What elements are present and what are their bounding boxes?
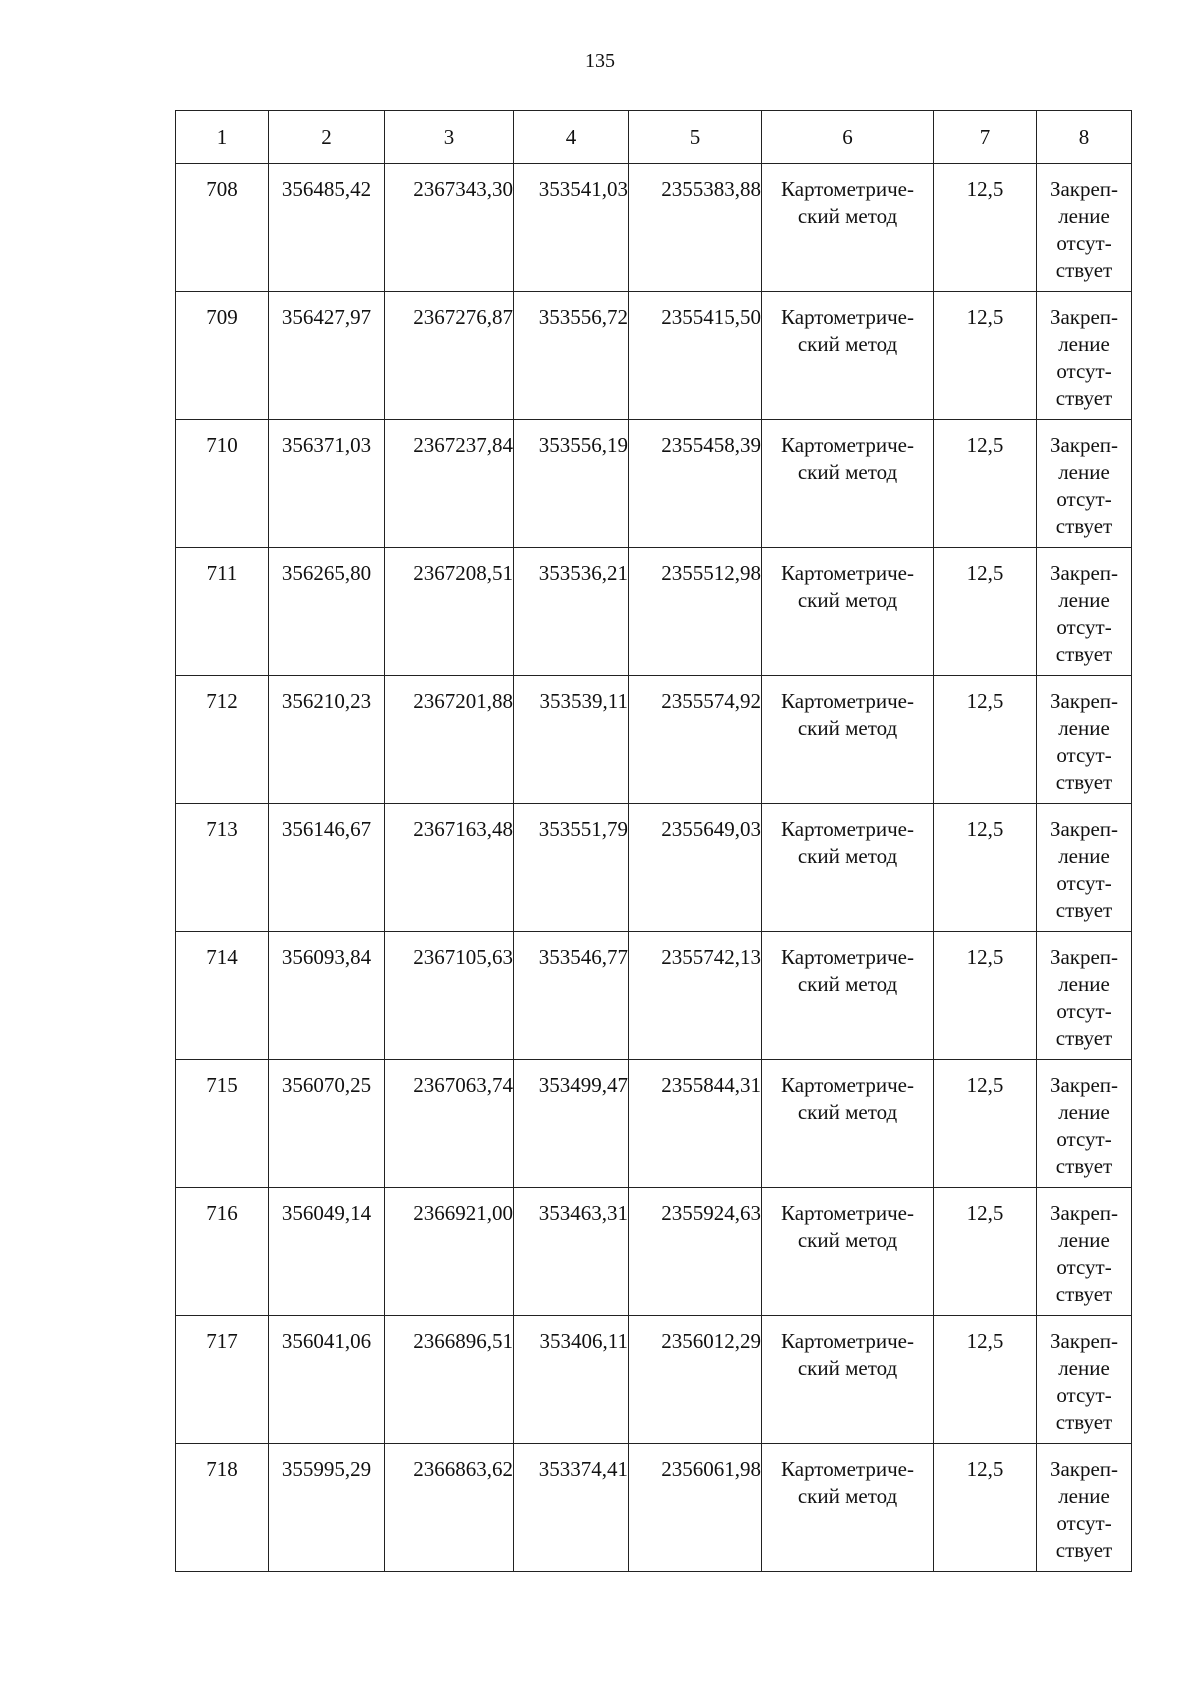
coordinate-value: 356485,42 [281, 177, 372, 201]
coordinate-cell-5 [629, 1316, 762, 1444]
method-text-line: Картометриче- [781, 1329, 914, 1353]
table-row [176, 1060, 1132, 1188]
note-text-line: ствует [1055, 642, 1113, 666]
point-number: 715 [206, 1073, 238, 1097]
coordinate-cell-4 [514, 676, 629, 804]
note-text-line: отсут- [1056, 615, 1112, 639]
accuracy-value: 12,5 [966, 433, 1004, 457]
coordinate-value: 2356061,98 [661, 1457, 761, 1481]
coordinate-value: 353556,72 [538, 305, 628, 329]
note-text-line: ствует [1055, 258, 1113, 282]
method-cell [762, 804, 934, 932]
point-number-cell [176, 1188, 269, 1316]
accuracy-cell [934, 548, 1037, 676]
note-text-line: отсут- [1056, 743, 1112, 767]
point-number-cell [176, 1444, 269, 1572]
method-text-line: ский метод [797, 844, 898, 868]
accuracy-value: 12,5 [966, 817, 1004, 841]
coordinate-value: 2356012,29 [661, 1329, 761, 1353]
fixation-note-cell [1037, 548, 1132, 676]
coordinate-cell-5 [629, 676, 762, 804]
coordinate-value: 2355458,39 [661, 433, 761, 457]
coordinate-value: 353374,41 [538, 1457, 628, 1481]
accuracy-cell [934, 676, 1037, 804]
coordinate-cell-2 [269, 676, 385, 804]
note-text-line: ление [1058, 1356, 1110, 1380]
coordinate-value: 2355383,88 [661, 177, 761, 201]
coordinate-cell-3 [385, 292, 514, 420]
accuracy-value: 12,5 [966, 1329, 1004, 1353]
method-text-line: ский метод [797, 716, 898, 740]
coordinate-value: 2355844,31 [661, 1073, 761, 1097]
method-text-line: ский метод [797, 332, 898, 356]
point-number: 716 [206, 1201, 238, 1225]
note-text-line: ление [1058, 332, 1110, 356]
point-number-cell [176, 1060, 269, 1188]
coordinate-value: 2355742,13 [661, 945, 761, 969]
method-cell [762, 1188, 934, 1316]
coordinate-value: 2367163,48 [413, 817, 513, 841]
accuracy-cell [934, 1188, 1037, 1316]
note-text-line: отсут- [1056, 1511, 1112, 1535]
coordinate-value: 353463,31 [538, 1201, 628, 1225]
method-text-line: Картометриче- [781, 433, 914, 457]
note-text-line: отсут- [1056, 1127, 1112, 1151]
point-number: 708 [206, 177, 238, 201]
coordinates-table [175, 110, 1132, 1572]
column-header-1: 1 [176, 111, 269, 164]
coordinate-cell-4 [514, 1316, 629, 1444]
coordinate-value: 2367105,63 [413, 945, 513, 969]
coordinate-value: 356371,03 [281, 433, 372, 457]
coordinate-value: 355995,29 [281, 1457, 372, 1481]
method-text-line: ский метод [797, 1100, 898, 1124]
method-text-line: Картометриче- [781, 1201, 914, 1225]
coordinate-value: 356093,84 [281, 945, 372, 969]
fixation-note-cell [1037, 804, 1132, 932]
point-number-cell [176, 676, 269, 804]
method-cell [762, 164, 934, 292]
note-text-line: Закреп- [1049, 1201, 1119, 1225]
note-text-line: ление [1058, 588, 1110, 612]
coordinate-value: 2355649,03 [661, 817, 761, 841]
coordinate-cell-5 [629, 164, 762, 292]
note-text-line: отсут- [1056, 1383, 1112, 1407]
method-text-line: ский метод [797, 1484, 898, 1508]
accuracy-value: 12,5 [966, 1201, 1004, 1225]
column-header-3: 3 [385, 111, 514, 164]
column-header-6: 6 [762, 111, 934, 164]
method-text-line: ский метод [797, 204, 898, 228]
method-text-line: ский метод [797, 1356, 898, 1380]
note-text-line: отсут- [1056, 999, 1112, 1023]
point-number: 713 [206, 817, 238, 841]
coordinate-cell-5 [629, 1444, 762, 1572]
coordinate-value: 356049,14 [281, 1201, 372, 1225]
accuracy-value: 12,5 [966, 1457, 1004, 1481]
point-number: 710 [206, 433, 238, 457]
coordinate-cell-3 [385, 932, 514, 1060]
method-text-line: ский метод [797, 588, 898, 612]
note-text-line: ствует [1055, 1538, 1113, 1562]
coordinate-value: 2355574,92 [661, 689, 761, 713]
note-text-line: ление [1058, 972, 1110, 996]
note-text-line: ствует [1055, 1026, 1113, 1050]
method-text-line: ский метод [797, 1228, 898, 1252]
coordinate-value: 353406,11 [539, 1329, 628, 1353]
point-number-cell [176, 548, 269, 676]
coordinate-cell-4 [514, 420, 629, 548]
method-text-line: Картометриче- [781, 1073, 914, 1097]
coordinate-cell-3 [385, 548, 514, 676]
coordinate-cell-4 [514, 292, 629, 420]
point-number-cell [176, 164, 269, 292]
coordinate-cell-3 [385, 1188, 514, 1316]
method-cell [762, 676, 934, 804]
column-header-5: 5 [629, 111, 762, 164]
fixation-note-cell [1037, 1060, 1132, 1188]
accuracy-cell [934, 420, 1037, 548]
coordinate-cell-5 [629, 292, 762, 420]
coordinate-value: 2355512,98 [661, 561, 761, 585]
point-number-cell [176, 932, 269, 1060]
coordinate-value: 2367276,87 [413, 305, 513, 329]
table-row [176, 292, 1132, 420]
coordinate-cell-2 [269, 420, 385, 548]
accuracy-value: 12,5 [966, 177, 1004, 201]
coordinate-cell-5 [629, 1188, 762, 1316]
coordinate-value: 2367208,51 [413, 561, 513, 585]
point-number: 714 [206, 945, 238, 969]
fixation-note-cell [1037, 292, 1132, 420]
coordinate-cell-3 [385, 164, 514, 292]
accuracy-value: 12,5 [966, 945, 1004, 969]
fixation-note-cell [1037, 164, 1132, 292]
note-text-line: ствует [1055, 1282, 1113, 1306]
note-text-line: ствует [1055, 1410, 1113, 1434]
coordinate-value: 353546,77 [538, 945, 628, 969]
note-text-line: ствует [1055, 898, 1113, 922]
coordinate-value: 353499,47 [538, 1073, 628, 1097]
note-text-line: Закреп- [1049, 945, 1119, 969]
method-text-line: ский метод [797, 972, 898, 996]
note-text-line: Закреп- [1049, 1073, 1119, 1097]
coordinate-cell-5 [629, 804, 762, 932]
coordinate-value: 356041,06 [281, 1329, 372, 1353]
coordinate-cell-2 [269, 804, 385, 932]
method-text-line: Картометриче- [781, 945, 914, 969]
coordinate-cell-5 [629, 1060, 762, 1188]
method-cell [762, 548, 934, 676]
note-text-line: Закреп- [1049, 433, 1119, 457]
coordinate-cell-3 [385, 804, 514, 932]
coordinate-cell-2 [269, 932, 385, 1060]
method-cell [762, 1316, 934, 1444]
method-text-line: Картометриче- [781, 817, 914, 841]
note-text-line: ствует [1055, 386, 1113, 410]
coordinate-cell-2 [269, 164, 385, 292]
point-number: 718 [206, 1457, 238, 1481]
coordinate-value: 353551,79 [538, 817, 628, 841]
table-body [176, 164, 1132, 1572]
method-cell [762, 932, 934, 1060]
fixation-note-cell [1037, 676, 1132, 804]
point-number-cell [176, 292, 269, 420]
coordinate-cell-5 [629, 548, 762, 676]
fixation-note-cell [1037, 932, 1132, 1060]
accuracy-value: 12,5 [966, 305, 1004, 329]
note-text-line: ствует [1055, 770, 1113, 794]
coordinate-cell-2 [269, 1444, 385, 1572]
coordinate-value: 353556,19 [538, 433, 628, 457]
coordinate-cell-4 [514, 164, 629, 292]
accuracy-cell [934, 932, 1037, 1060]
table-row [176, 1444, 1132, 1572]
coordinate-value: 2366896,51 [413, 1329, 513, 1353]
table-row [176, 420, 1132, 548]
coordinate-cell-4 [514, 1188, 629, 1316]
method-cell [762, 292, 934, 420]
table-row [176, 1188, 1132, 1316]
table-header-row [176, 111, 1132, 164]
note-text-line: ление [1058, 204, 1110, 228]
method-text-line: Картометриче- [781, 177, 914, 201]
accuracy-cell [934, 292, 1037, 420]
note-text-line: Закреп- [1049, 1457, 1119, 1481]
coordinate-value: 2366921,00 [413, 1201, 513, 1225]
note-text-line: Закреп- [1049, 305, 1119, 329]
coordinate-cell-2 [269, 1188, 385, 1316]
table-row [176, 1316, 1132, 1444]
note-text-line: Закреп- [1049, 689, 1119, 713]
coordinate-cell-3 [385, 676, 514, 804]
coordinate-value: 356210,23 [281, 689, 372, 713]
accuracy-cell [934, 804, 1037, 932]
note-text-line: Закреп- [1049, 1329, 1119, 1353]
coordinate-cell-4 [514, 1060, 629, 1188]
coordinate-cell-4 [514, 932, 629, 1060]
note-text-line: ление [1058, 1228, 1110, 1252]
page-number: 135 [585, 50, 615, 72]
coordinate-value: 353541,03 [538, 177, 628, 201]
table-row [176, 164, 1132, 292]
coordinate-cell-4 [514, 548, 629, 676]
note-text-line: отсут- [1056, 871, 1112, 895]
note-text-line: отсут- [1056, 359, 1112, 383]
coordinate-value: 353539,11 [539, 689, 628, 713]
coordinate-value: 356070,25 [281, 1073, 372, 1097]
fixation-note-cell [1037, 1188, 1132, 1316]
accuracy-cell [934, 1060, 1037, 1188]
coordinate-cell-3 [385, 1444, 514, 1572]
point-number: 717 [206, 1329, 238, 1353]
table-row [176, 804, 1132, 932]
method-text-line: Картометриче- [781, 1457, 914, 1481]
note-text-line: отсут- [1056, 487, 1112, 511]
point-number-cell [176, 420, 269, 548]
coordinate-cell-3 [385, 1316, 514, 1444]
accuracy-value: 12,5 [966, 689, 1004, 713]
method-cell [762, 1444, 934, 1572]
method-text-line: ский метод [797, 460, 898, 484]
coordinate-value: 2355924,63 [661, 1201, 761, 1225]
accuracy-cell [934, 1316, 1037, 1444]
coordinate-value: 356427,97 [281, 305, 372, 329]
coordinate-cell-5 [629, 932, 762, 1060]
method-cell [762, 420, 934, 548]
note-text-line: Закреп- [1049, 817, 1119, 841]
note-text-line: ление [1058, 1484, 1110, 1508]
coordinate-value: 2355415,50 [661, 305, 761, 329]
coordinate-value: 2367237,84 [413, 433, 513, 457]
note-text-line: ление [1058, 460, 1110, 484]
accuracy-cell [934, 164, 1037, 292]
column-header-8: 8 [1037, 111, 1132, 164]
coordinate-cell-2 [269, 548, 385, 676]
note-text-line: ствует [1055, 1154, 1113, 1178]
fixation-note-cell [1037, 1444, 1132, 1572]
note-text-line: ствует [1055, 514, 1113, 538]
accuracy-value: 12,5 [966, 561, 1004, 585]
note-text-line: Закреп- [1049, 177, 1119, 201]
point-number: 711 [206, 561, 238, 585]
note-text-line: ление [1058, 844, 1110, 868]
note-text-line: ление [1058, 1100, 1110, 1124]
column-header-2: 2 [269, 111, 385, 164]
point-number: 709 [206, 305, 238, 329]
coordinate-value: 353536,21 [538, 561, 628, 585]
method-text-line: Картометриче- [781, 689, 914, 713]
coordinate-value: 2367201,88 [413, 689, 513, 713]
coordinate-value: 2366863,62 [413, 1457, 513, 1481]
method-text-line: Картометриче- [781, 305, 914, 329]
accuracy-value: 12,5 [966, 1073, 1004, 1097]
column-header-7: 7 [934, 111, 1037, 164]
table-row [176, 932, 1132, 1060]
coordinate-cell-2 [269, 292, 385, 420]
point-number-cell [176, 804, 269, 932]
note-text-line: ление [1058, 716, 1110, 740]
coordinate-value: 2367343,30 [413, 177, 513, 201]
coordinate-cell-3 [385, 420, 514, 548]
point-number: 712 [206, 689, 238, 713]
coordinate-cell-5 [629, 420, 762, 548]
note-text-line: отсут- [1056, 231, 1112, 255]
method-text-line: Картометриче- [781, 561, 914, 585]
coordinate-cell-4 [514, 804, 629, 932]
point-number-cell [176, 1316, 269, 1444]
coordinate-value: 356146,67 [281, 817, 372, 841]
table-row [176, 548, 1132, 676]
coordinate-cell-2 [269, 1060, 385, 1188]
method-cell [762, 1060, 934, 1188]
coordinate-value: 356265,80 [281, 561, 372, 585]
coordinate-cell-2 [269, 1316, 385, 1444]
coordinate-cell-4 [514, 1444, 629, 1572]
accuracy-cell [934, 1444, 1037, 1572]
fixation-note-cell [1037, 1316, 1132, 1444]
note-text-line: отсут- [1056, 1255, 1112, 1279]
coordinate-cell-3 [385, 1060, 514, 1188]
coordinate-value: 2367063,74 [413, 1073, 513, 1097]
table-row [176, 676, 1132, 804]
fixation-note-cell [1037, 420, 1132, 548]
column-header-4: 4 [514, 111, 629, 164]
note-text-line: Закреп- [1049, 561, 1119, 585]
